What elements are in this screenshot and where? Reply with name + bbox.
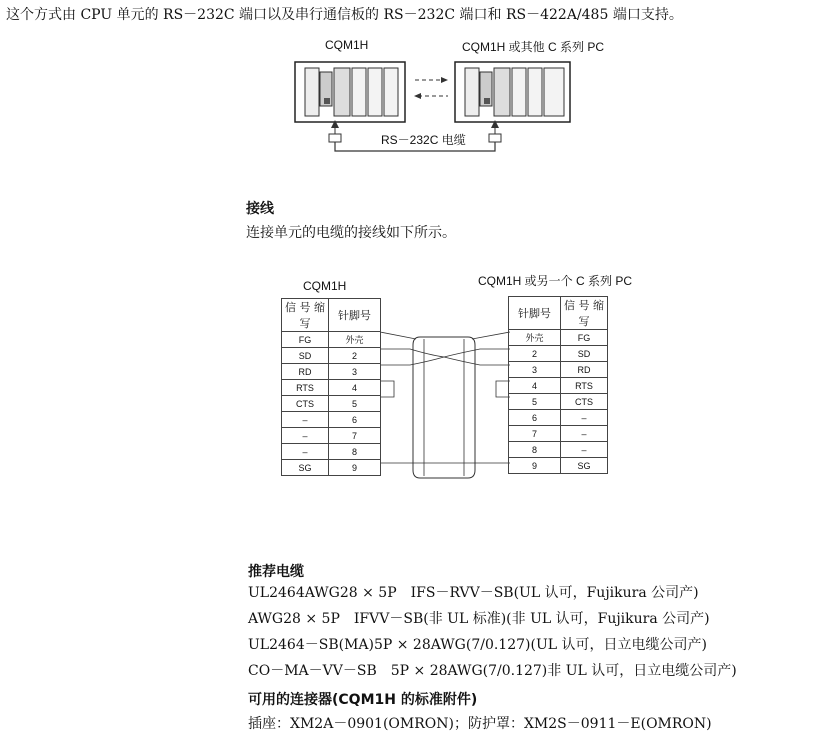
right-pin-table <box>508 296 608 474</box>
left-signal-cell: RTS <box>282 380 329 396</box>
left-pin-table <box>281 298 381 476</box>
right-signal-cell: – <box>561 442 608 458</box>
right-table-row <box>509 330 608 346</box>
connector-heading: 可用的连接器(CQM1H 的标准附件) <box>248 692 478 708</box>
left-pin-cell: 外壳 <box>329 332 381 348</box>
right-table-row <box>509 394 608 410</box>
left-table-header <box>282 299 381 332</box>
right-signal-cell: RD <box>561 362 608 378</box>
right-pin-cell: 3 <box>509 362 561 378</box>
plc-left-label: CQM1H <box>325 38 369 52</box>
data-flow-arrows <box>414 77 448 99</box>
left-signal-cell: – <box>282 444 329 460</box>
right-header-pin: 针脚号 <box>509 297 561 330</box>
right-signal-cell: FG <box>561 330 608 346</box>
left-pin-cell: 2 <box>329 348 381 364</box>
right-pin-cell: 9 <box>509 458 561 474</box>
plc-left-device <box>295 62 405 122</box>
recommended-cable-line: CO－MA－VV－SB 5P × 28AWG(7/0.127)非 UL 认可，日立电缆公司产) <box>248 663 737 679</box>
right-table-row <box>509 442 608 458</box>
right-signal-cell: – <box>561 410 608 426</box>
right-table-row <box>509 410 608 426</box>
right-table-header <box>509 297 608 330</box>
connector-line: 插座：XM2A－0901(OMRON)；防护罩：XM2S－0911－E(OMRON) <box>248 716 712 732</box>
wiring-description: 连接单元的电缆的接线如下所示。 <box>246 225 456 241</box>
right-table-row <box>509 378 608 394</box>
right-pin-cell: 外壳 <box>509 330 561 346</box>
cable-label: RS－232C 电缆 <box>378 131 469 148</box>
recommended-heading: 推荐电缆 <box>248 564 304 580</box>
left-signal-cell: CTS <box>282 396 329 412</box>
wiring-right-title: CQM1H 或另一个 C 系列 PC <box>478 274 633 288</box>
left-table-row <box>282 444 381 460</box>
wiring-heading: 接线 <box>246 201 274 217</box>
left-pin-cell: 7 <box>329 428 381 444</box>
right-header-signal: 信 号 缩写 <box>561 297 608 330</box>
intro-text: 这个方式由 CPU 单元的 RS－232C 端口以及串行通信板的 RS－232C 端口和 RS－422A/485 端口支持。 <box>6 7 683 23</box>
left-table-row <box>282 396 381 412</box>
left-signal-cell: – <box>282 428 329 444</box>
recommended-cable-line: UL2464AWG28 × 5P IFS－RVV－SB(UL 认可，Fujikura 公司产) <box>248 585 699 601</box>
left-pin-cell: 8 <box>329 444 381 460</box>
wiring-left-title: CQM1H <box>303 279 347 293</box>
wiring-lines <box>380 325 510 490</box>
left-signal-cell: SG <box>282 460 329 476</box>
left-table-row <box>282 428 381 444</box>
left-signal-cell: SD <box>282 348 329 364</box>
right-signal-cell: RTS <box>561 378 608 394</box>
left-pin-cell: 5 <box>329 396 381 412</box>
plc-right-label: CQM1H 或其他 C 系列 PC <box>462 40 605 54</box>
left-header-pin: 针脚号 <box>329 299 381 332</box>
left-table-row <box>282 332 381 348</box>
recommended-cable-line: UL2464－SB(MA)5P × 28AWG(7/0.127)(UL 认可，日立电缆公司产) <box>248 637 707 653</box>
right-pin-cell: 4 <box>509 378 561 394</box>
left-signal-cell: RD <box>282 364 329 380</box>
right-signal-cell: SG <box>561 458 608 474</box>
left-header-signal: 信 号 缩写 <box>282 299 329 332</box>
left-pin-cell: 4 <box>329 380 381 396</box>
left-pin-cell: 9 <box>329 460 381 476</box>
right-pin-cell: 7 <box>509 426 561 442</box>
left-pin-cell: 6 <box>329 412 381 428</box>
left-signal-cell: – <box>282 412 329 428</box>
right-table-row <box>509 346 608 362</box>
left-table-row <box>282 364 381 380</box>
right-pin-cell: 2 <box>509 346 561 362</box>
right-pin-cell: 6 <box>509 410 561 426</box>
right-table-row <box>509 458 608 474</box>
left-table-row <box>282 348 381 364</box>
left-table-row <box>282 380 381 396</box>
right-pin-cell: 5 <box>509 394 561 410</box>
left-pin-cell: 3 <box>329 364 381 380</box>
left-table-row <box>282 460 381 476</box>
right-signal-cell: SD <box>561 346 608 362</box>
left-table-row <box>282 412 381 428</box>
recommended-cable-list <box>248 580 737 684</box>
plc-right-device <box>455 62 570 122</box>
left-signal-cell: FG <box>282 332 329 348</box>
recommended-cable-line: AWG28 × 5P IFVV－SB(非 UL 标准)(非 UL 认可，Fujikura 公司产) <box>248 611 710 627</box>
right-signal-cell: – <box>561 426 608 442</box>
right-pin-cell: 8 <box>509 442 561 458</box>
right-table-row <box>509 362 608 378</box>
right-signal-cell: CTS <box>561 394 608 410</box>
right-table-row <box>509 426 608 442</box>
